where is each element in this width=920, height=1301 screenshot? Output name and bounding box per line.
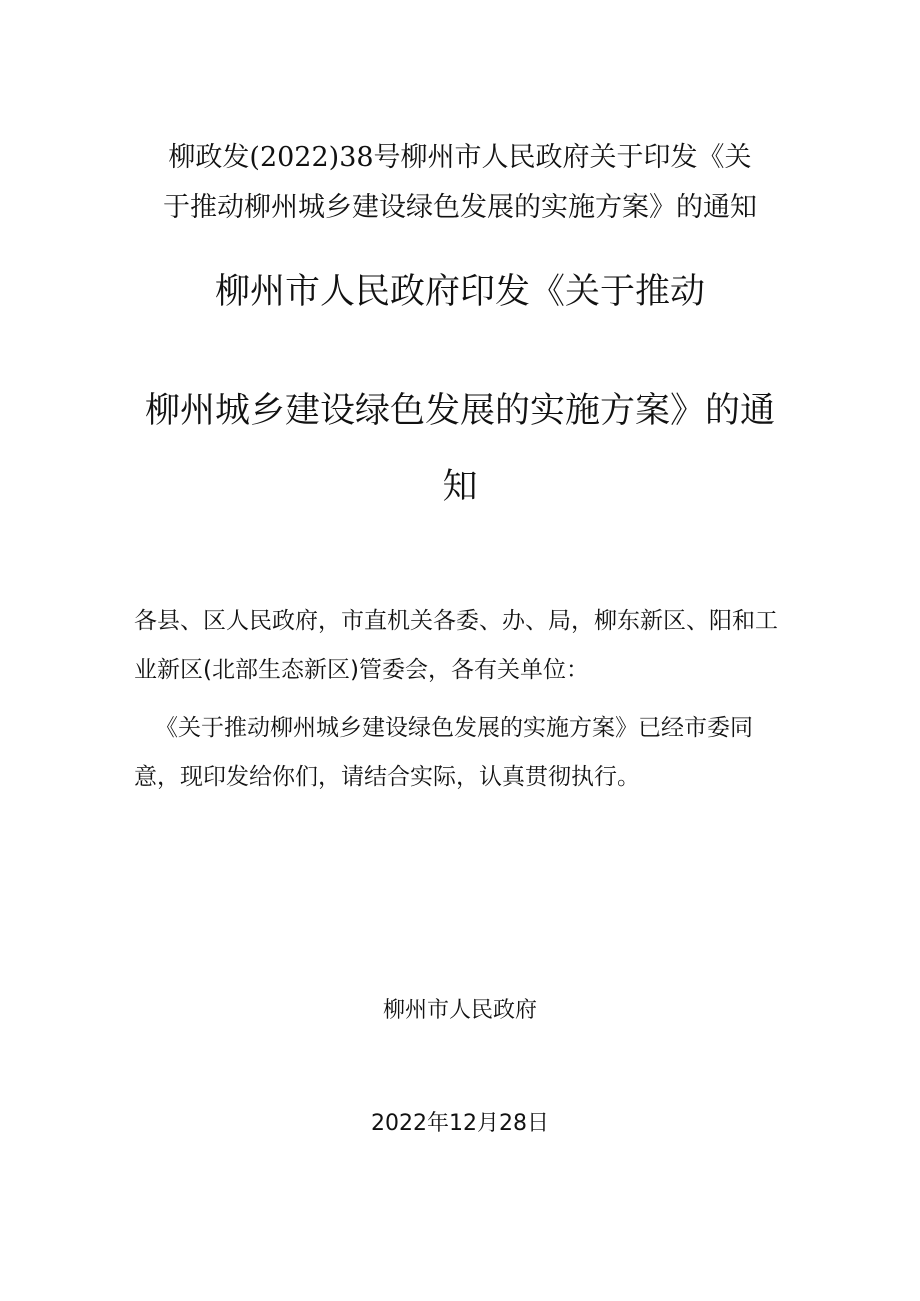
document-title-line-3: 知 <box>442 467 478 507</box>
document-number-heading-line-2: 于推动柳州城乡建设绿色发展的实施方案》的通知 <box>163 192 757 223</box>
issue-date: 2022年12月28日 <box>371 1111 549 1136</box>
body-paragraph-line-1: 《关于推动柳州城乡建设绿色发展的实施方案》已经市委同 <box>155 715 753 741</box>
addressee-line-2: 业新区(北部生态新区)管委会，各有关单位： <box>134 657 589 683</box>
document-title-line-1: 柳州市人民政府印发《关于推动 <box>214 272 705 312</box>
issuer-signature: 柳州市人民政府 <box>382 998 537 1023</box>
document-title-line-2: 柳州城乡建设绿色发展的实施方案》的通 <box>144 391 775 431</box>
body-paragraph-line-2: 意，现印发给你们，请结合实际，认真贯彻执行。 <box>134 764 640 790</box>
document-number-heading-line-1: 柳政发(2022)38号柳州市人民政府关于印发《关 <box>168 142 752 173</box>
addressee-line-1: 各县、区人民政府，市直机关各委、办、局，柳东新区、阳和工 <box>134 608 778 634</box>
